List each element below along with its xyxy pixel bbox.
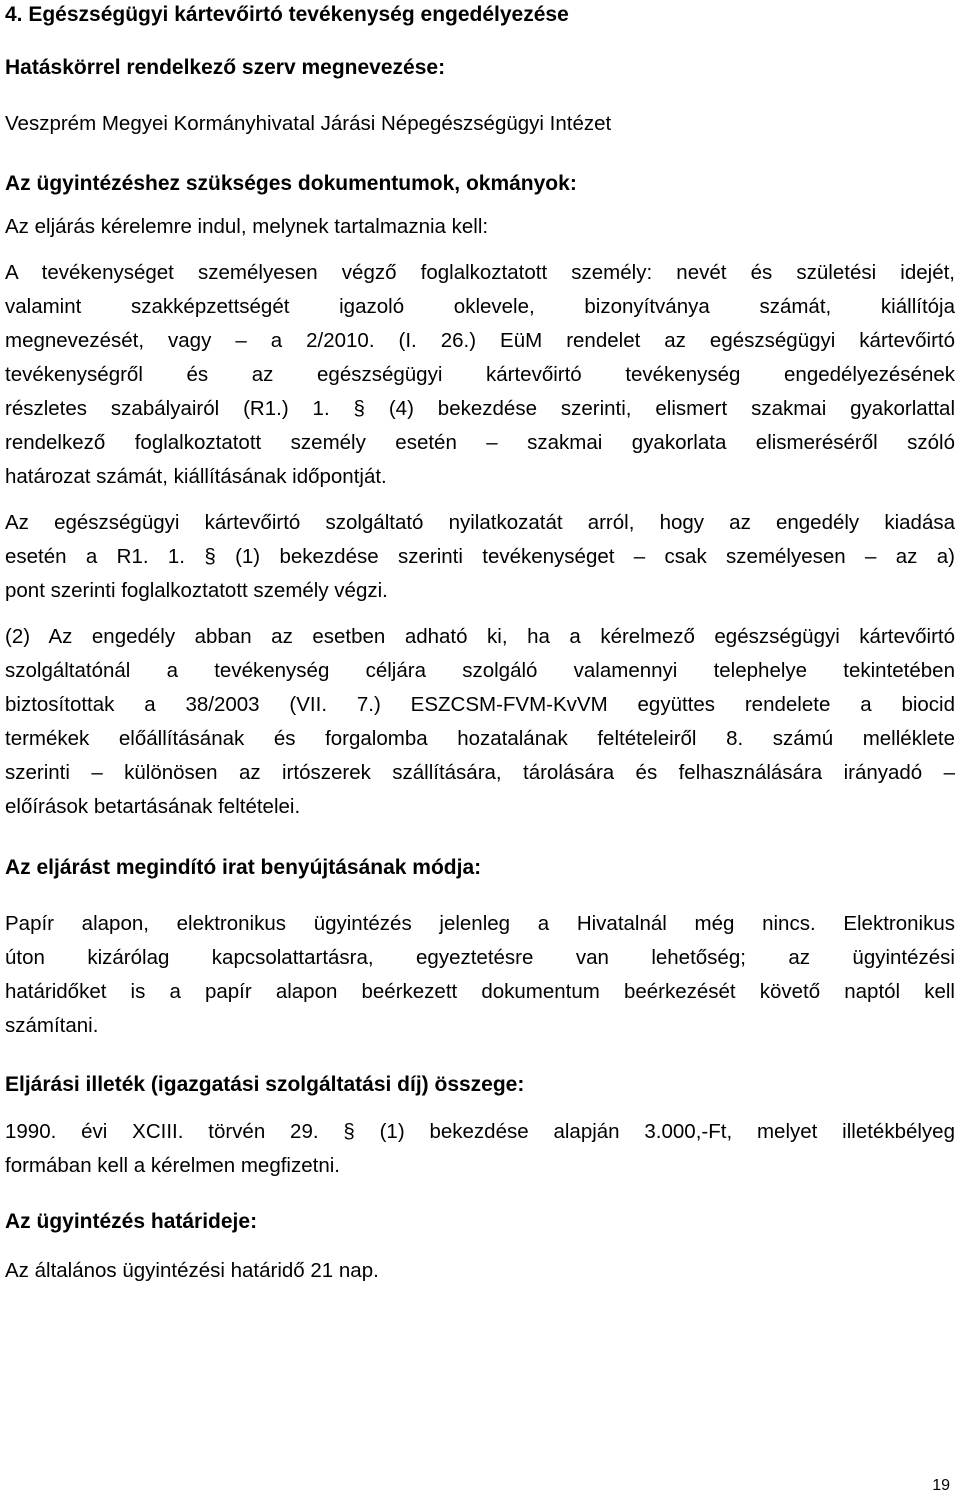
section-title: 4. Egészségügyi kártevőirtó tevékenység engedélyezése	[5, 3, 569, 26]
paragraph-line: (2) Az engedély abban az esetben adható ki, ha a kérelmező egészségügyi kártevőirtó	[5, 625, 955, 648]
authority-name: Veszprém Megyei Kormányhivatal Járási Népegészségügyi Intézet	[5, 112, 612, 135]
fee-paragraph	[5, 1115, 955, 1183]
documents-paragraph-1	[5, 256, 955, 494]
paragraph-line: Az egészségügyi kártevőirtó szolgáltató nyilatkozatát arról, hogy az engedély kiadása	[5, 511, 955, 534]
paragraph-line: formában kell a kérelmen megfizetni.	[5, 1154, 340, 1177]
page-number: 19	[932, 1477, 950, 1494]
paragraph-line: előírások betartásának feltételei.	[5, 795, 301, 818]
paragraph-line: tevékenységről és az egészségügyi kártevőirtó tevékenység engedélyezésének	[5, 363, 955, 386]
fee-heading: Eljárási illeték (igazgatási szolgáltatási díj) összege:	[5, 1073, 525, 1096]
submission-heading: Az eljárást megindító irat benyújtásának módja:	[5, 856, 482, 879]
deadline-heading: Az ügyintézés határideje:	[5, 1210, 258, 1233]
documents-heading: Az ügyintézéshez szükséges dokumentumok, okmányok:	[5, 172, 577, 195]
documents-paragraph-2	[5, 506, 955, 608]
paragraph-line: szerinti – különösen az irtószerek szállítására, tárolására és felhasználására irányadó –	[5, 761, 955, 784]
paragraph-line: termékek előállításának és forgalomba hozatalának feltételeiről 8. számú melléklete	[5, 727, 955, 750]
paragraph-line: pont szerinti foglalkoztatott személy végzi.	[5, 579, 388, 602]
paragraph-line: A tevékenységet személyesen végző foglalkoztatott személy: nevét és születési idejét,	[5, 261, 955, 284]
paragraph-line: valamint szakképzettségét igazoló oklevele, bizonyítványa számát, kiállítója	[5, 295, 955, 318]
paragraph-line: számítani.	[5, 1014, 99, 1037]
paragraph-line: határidőket is a papír alapon beérkezett dokumentum beérkezését követő naptól kell	[5, 980, 955, 1003]
documents-intro: Az eljárás kérelemre indul, melynek tartalmaznia kell:	[5, 215, 489, 238]
paragraph-line: Papír alapon, elektronikus ügyintézés jelenleg a Hivatalnál még nincs. Elektronikus	[5, 912, 955, 935]
paragraph-line: szolgáltatónál a tevékenység céljára szolgáló valamennyi telephelye tekintetében	[5, 659, 955, 682]
paragraph-line: határozat számát, kiállításának időpontját.	[5, 465, 387, 488]
paragraph-line: esetén a R1. 1. § (1) bekezdése szerinti tevékenységet – csak személyesen – az a)	[5, 545, 955, 568]
submission-paragraph	[5, 907, 955, 1043]
paragraph-line: rendelkező foglalkoztatott személy esetén – szakmai gyakorlata elismeréséről szóló	[5, 431, 955, 454]
deadline-text: Az általános ügyintézési határidő 21 nap.	[5, 1259, 379, 1282]
paragraph-line: részletes szabályairól (R1.) 1. § (4) bekezdése szerinti, elismert szakmai gyakorlattal	[5, 397, 955, 420]
paragraph-line: úton kizárólag kapcsolattartásra, egyeztetésre van lehetőség; az ügyintézési	[5, 946, 955, 969]
paragraph-line: megnevezését, vagy – a 2/2010. (I. 26.) EüM rendelet az egészségügyi kártevőirtó	[5, 329, 955, 352]
paragraph-line: biztosítottak a 38/2003 (VII. 7.) ESZCSM-FVM-KvVM együttes rendelete a biocid	[5, 693, 955, 716]
paragraph-line: 1990. évi XCIII. törvén 29. § (1) bekezdése alapján 3.000,-Ft, melyet illetékbélyeg	[5, 1120, 955, 1143]
authority-heading: Hatáskörrel rendelkező szerv megnevezése:	[5, 56, 446, 79]
documents-paragraph-3	[5, 620, 955, 824]
